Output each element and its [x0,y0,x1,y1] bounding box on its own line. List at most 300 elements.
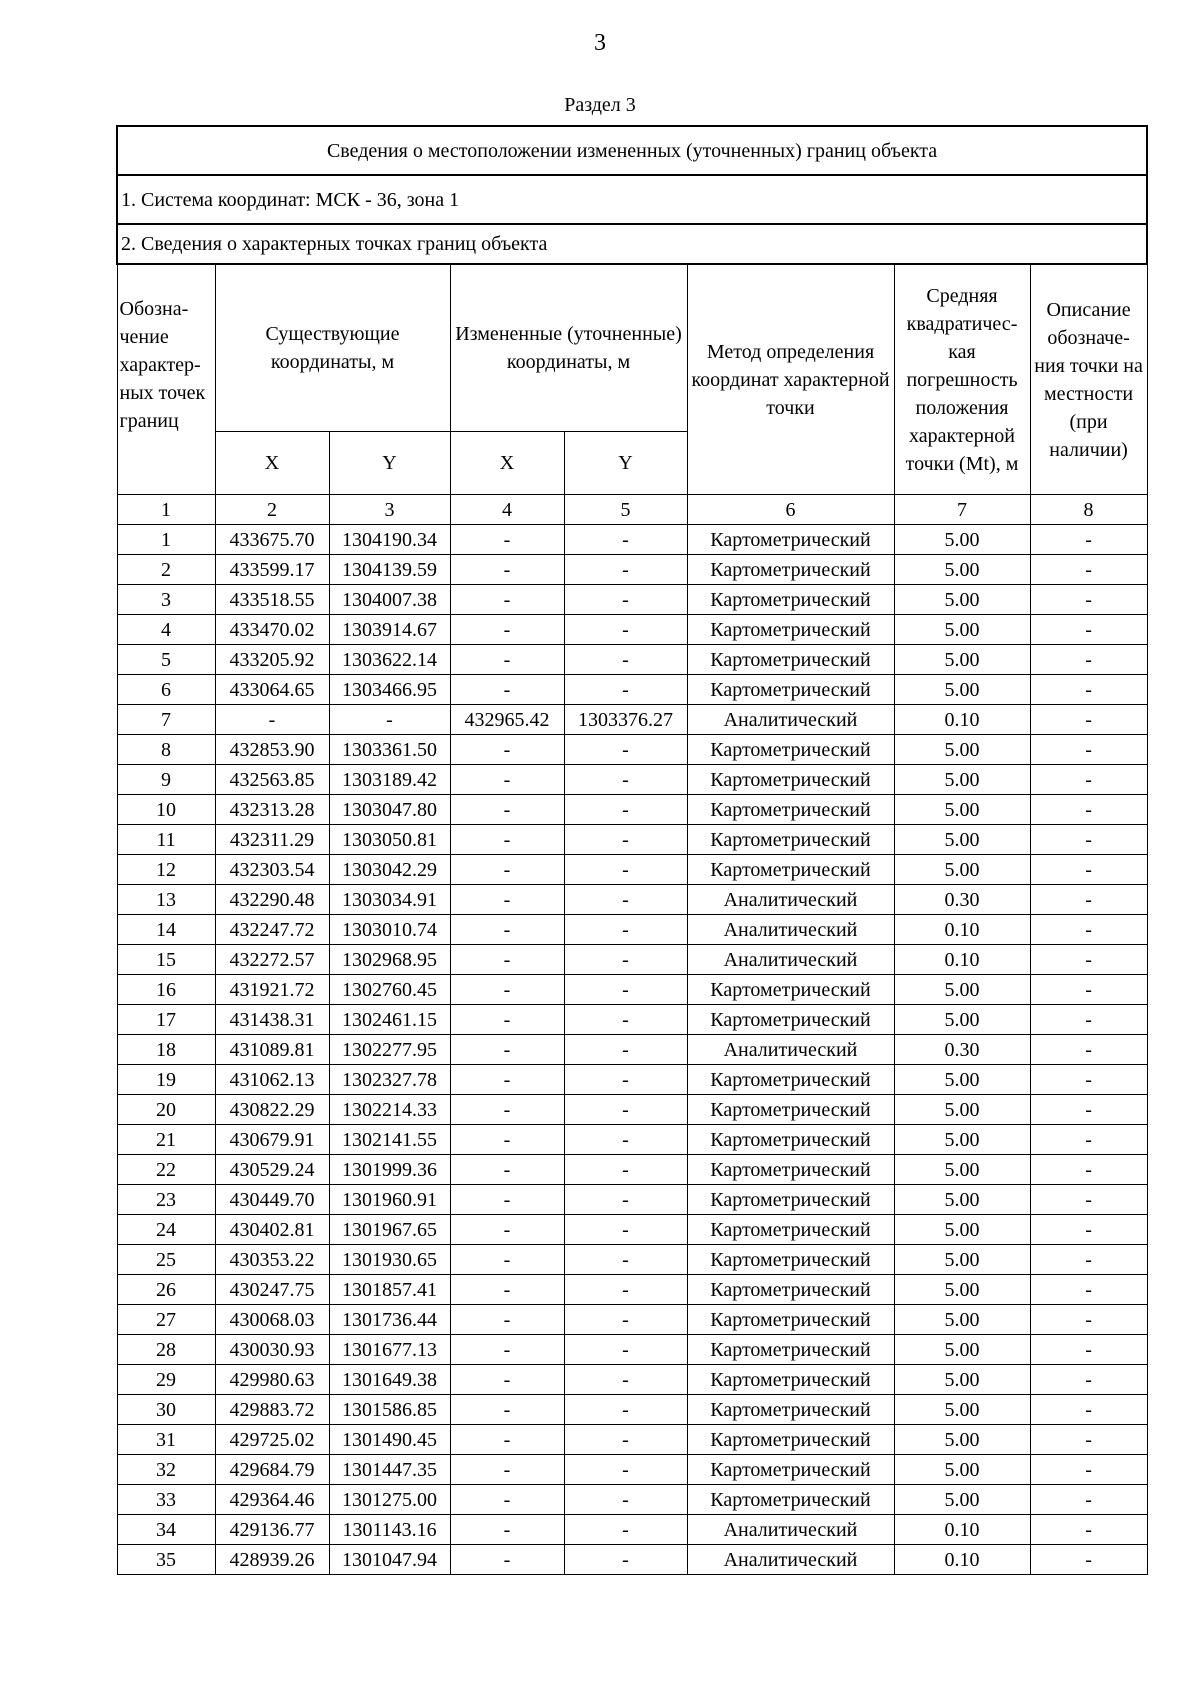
changed-y-cell: - [564,1305,687,1335]
method-cell: Картометрический [687,1425,894,1455]
changed-y-cell: - [564,1275,687,1305]
column-number: 2 [215,495,329,525]
error-cell: 5.00 [894,555,1030,585]
existing-y-cell: 1303914.67 [329,615,450,645]
changed-y-cell: - [564,585,687,615]
changed-x-cell: - [450,615,564,645]
table-row [117,1125,1147,1155]
changed-x-cell: - [450,1095,564,1125]
existing-x-cell: - [215,705,329,735]
changed-x-cell: - [450,1305,564,1335]
method-cell: Картометрический [687,855,894,885]
changed-x-cell: - [450,1395,564,1425]
method-cell: Картометрический [687,1155,894,1185]
table-row [117,645,1147,675]
existing-y-cell: - [329,705,450,735]
changed-y-cell: - [564,1245,687,1275]
changed-x-cell: - [450,1125,564,1155]
table-row [117,615,1147,645]
error-cell: 5.00 [894,1335,1030,1365]
table-row [117,1515,1147,1545]
error-cell: 5.00 [894,1065,1030,1095]
changed-x-cell: - [450,1065,564,1095]
existing-y-cell: 1303010.74 [329,915,450,945]
error-cell: 5.00 [894,975,1030,1005]
description-cell: - [1030,1095,1147,1125]
error-cell: 5.00 [894,675,1030,705]
changed-x-cell: - [450,555,564,585]
column-number: 1 [117,495,215,525]
description-cell: - [1030,1035,1147,1065]
description-cell: - [1030,915,1147,945]
changed-y-cell: 1303376.27 [564,705,687,735]
existing-y-cell: 1302461.15 [329,1005,450,1035]
changed-x-cell: - [450,825,564,855]
changed-y-cell: - [564,1425,687,1455]
point-number-cell: 16 [117,975,215,1005]
method-cell: Аналитический [687,885,894,915]
point-number-cell: 26 [117,1275,215,1305]
existing-x-cell: 429883.72 [215,1395,329,1425]
existing-y-cell: 1302760.45 [329,975,450,1005]
error-cell: 5.00 [894,1245,1030,1275]
changed-x-cell: - [450,1275,564,1305]
existing-y-cell: 1302141.55 [329,1125,450,1155]
method-cell: Картометрический [687,585,894,615]
error-cell: 5.00 [894,1365,1030,1395]
changed-x-cell: - [450,1005,564,1035]
existing-x-cell: 432303.54 [215,855,329,885]
changed-y-cell: - [564,1125,687,1155]
changed-x-cell: - [450,1455,564,1485]
changed-y-cell: - [564,855,687,885]
existing-y-cell: 1304190.34 [329,525,450,555]
method-cell: Аналитический [687,705,894,735]
changed-y-cell: - [564,1035,687,1065]
point-number-cell: 12 [117,855,215,885]
description-cell: - [1030,1515,1147,1545]
point-number-cell: 23 [117,1185,215,1215]
existing-x-cell: 431062.13 [215,1065,329,1095]
description-cell: - [1030,1005,1147,1035]
point-number-cell: 18 [117,1035,215,1065]
table-row [117,795,1147,825]
header-changed-x: X [450,432,564,495]
method-cell: Аналитический [687,915,894,945]
coordinates-table [116,125,1148,1575]
point-number-cell: 8 [117,735,215,765]
table-title: Сведения о местоположении измененных (уточненных) границ объекта [117,126,1147,175]
point-number-cell: 10 [117,795,215,825]
error-cell: 5.00 [894,1095,1030,1125]
table-row [117,915,1147,945]
changed-x-cell: 432965.42 [450,705,564,735]
changed-x-cell: - [450,765,564,795]
changed-y-cell: - [564,1095,687,1125]
existing-y-cell: 1301857.41 [329,1275,450,1305]
existing-y-cell: 1301447.35 [329,1455,450,1485]
existing-y-cell: 1303361.50 [329,735,450,765]
description-cell: - [1030,1545,1147,1575]
changed-y-cell: - [564,555,687,585]
description-cell: - [1030,1065,1147,1095]
table-row [117,675,1147,705]
method-cell: Картометрический [687,1245,894,1275]
point-number-cell: 28 [117,1335,215,1365]
table-row [117,1005,1147,1035]
header-existing-y: Y [329,432,450,495]
changed-y-cell: - [564,1215,687,1245]
existing-x-cell: 433470.02 [215,615,329,645]
table-row [117,855,1147,885]
point-number-cell: 27 [117,1305,215,1335]
existing-y-cell: 1301047.94 [329,1545,450,1575]
existing-y-cell: 1303034.91 [329,885,450,915]
method-cell: Картометрический [687,735,894,765]
description-cell: - [1030,615,1147,645]
changed-y-cell: - [564,1005,687,1035]
point-number-cell: 5 [117,645,215,675]
point-number-cell: 17 [117,1005,215,1035]
description-cell: - [1030,525,1147,555]
point-number-cell: 7 [117,705,215,735]
point-number-cell: 31 [117,1425,215,1455]
table-row [117,1455,1147,1485]
description-cell: - [1030,825,1147,855]
points-info-heading: 2. Сведения о характерных точках границ объекта [117,224,1147,264]
table-row [117,945,1147,975]
table-row [117,735,1147,765]
existing-x-cell: 430068.03 [215,1305,329,1335]
table-row [117,1275,1147,1305]
error-cell: 5.00 [894,1125,1030,1155]
method-cell: Картометрический [687,675,894,705]
error-cell: 5.00 [894,1185,1030,1215]
method-cell: Аналитический [687,1035,894,1065]
description-cell: - [1030,705,1147,735]
existing-y-cell: 1303047.80 [329,795,450,825]
method-cell: Картометрический [687,1125,894,1155]
existing-x-cell: 432290.48 [215,885,329,915]
point-number-cell: 22 [117,1155,215,1185]
description-cell: - [1030,1155,1147,1185]
error-cell: 0.30 [894,1035,1030,1065]
changed-y-cell: - [564,885,687,915]
changed-x-cell: - [450,1365,564,1395]
existing-x-cell: 430822.29 [215,1095,329,1125]
point-number-cell: 11 [117,825,215,855]
existing-y-cell: 1301960.91 [329,1185,450,1215]
description-cell: - [1030,1305,1147,1335]
table-row [117,1035,1147,1065]
point-number-cell: 21 [117,1125,215,1155]
changed-y-cell: - [564,735,687,765]
existing-y-cell: 1303042.29 [329,855,450,885]
changed-x-cell: - [450,975,564,1005]
changed-x-cell: - [450,525,564,555]
existing-x-cell: 432563.85 [215,765,329,795]
method-cell: Картометрический [687,1185,894,1215]
method-cell: Аналитический [687,1515,894,1545]
description-cell: - [1030,555,1147,585]
changed-y-cell: - [564,1455,687,1485]
existing-x-cell: 429725.02 [215,1425,329,1455]
existing-y-cell: 1304139.59 [329,555,450,585]
error-cell: 5.00 [894,1005,1030,1035]
method-cell: Картометрический [687,765,894,795]
method-cell: Картометрический [687,615,894,645]
point-number-cell: 30 [117,1395,215,1425]
point-number-cell: 20 [117,1095,215,1125]
existing-y-cell: 1302214.33 [329,1095,450,1125]
error-cell: 5.00 [894,855,1030,885]
header-existing-coordinates: Существующие координаты, м [215,264,450,432]
changed-y-cell: - [564,645,687,675]
description-cell: - [1030,645,1147,675]
point-number-cell: 15 [117,945,215,975]
error-cell: 5.00 [894,645,1030,675]
table-row [117,1245,1147,1275]
description-cell: - [1030,1455,1147,1485]
existing-x-cell: 429364.46 [215,1485,329,1515]
error-cell: 5.00 [894,525,1030,555]
changed-y-cell: - [564,825,687,855]
existing-x-cell: 430030.93 [215,1335,329,1365]
existing-x-cell: 428939.26 [215,1545,329,1575]
method-cell: Картометрический [687,825,894,855]
table-row [117,765,1147,795]
method-cell: Картометрический [687,1335,894,1365]
description-cell: - [1030,1485,1147,1515]
existing-y-cell: 1301736.44 [329,1305,450,1335]
changed-y-cell: - [564,1395,687,1425]
method-cell: Картометрический [687,1215,894,1245]
point-number-cell: 14 [117,915,215,945]
error-cell: 5.00 [894,585,1030,615]
existing-y-cell: 1301930.65 [329,1245,450,1275]
description-cell: - [1030,1365,1147,1395]
existing-y-cell: 1303466.95 [329,675,450,705]
changed-x-cell: - [450,1425,564,1455]
existing-x-cell: 429684.79 [215,1455,329,1485]
error-cell: 5.00 [894,825,1030,855]
column-number: 7 [894,495,1030,525]
section-title: Раздел 3 [564,94,636,116]
header-description: Описание обозначе- ния точки на местности (при наличии) [1030,264,1147,495]
changed-x-cell: - [450,1335,564,1365]
table-row [117,555,1147,585]
table-row [117,1185,1147,1215]
column-number: 6 [687,495,894,525]
changed-x-cell: - [450,915,564,945]
changed-x-cell: - [450,1035,564,1065]
description-cell: - [1030,1335,1147,1365]
header-point-designation: Обозна- чение характер- ных точек границ [117,264,215,495]
existing-x-cell: 430247.75 [215,1275,329,1305]
error-cell: 5.00 [894,1455,1030,1485]
error-cell: 5.00 [894,735,1030,765]
method-cell: Картометрический [687,555,894,585]
description-cell: - [1030,885,1147,915]
description-cell: - [1030,795,1147,825]
existing-x-cell: 431438.31 [215,1005,329,1035]
error-cell: 0.10 [894,915,1030,945]
existing-y-cell: 1304007.38 [329,585,450,615]
existing-x-cell: 430353.22 [215,1245,329,1275]
description-cell: - [1030,1125,1147,1155]
changed-y-cell: - [564,915,687,945]
error-cell: 5.00 [894,1305,1030,1335]
existing-x-cell: 432313.28 [215,795,329,825]
description-cell: - [1030,735,1147,765]
error-cell: 0.10 [894,1515,1030,1545]
changed-x-cell: - [450,645,564,675]
method-cell: Картометрический [687,1365,894,1395]
changed-y-cell: - [564,945,687,975]
column-number: 5 [564,495,687,525]
description-cell: - [1030,945,1147,975]
table-row [117,1095,1147,1125]
existing-y-cell: 1301967.65 [329,1215,450,1245]
description-cell: - [1030,855,1147,885]
changed-x-cell: - [450,1185,564,1215]
error-cell: 5.00 [894,1425,1030,1455]
changed-y-cell: - [564,1335,687,1365]
existing-x-cell: 430402.81 [215,1215,329,1245]
method-cell: Картометрический [687,645,894,675]
header-existing-x: X [215,432,329,495]
error-cell: 5.00 [894,1485,1030,1515]
header-method: Метод определения координат характерной точки [687,264,894,495]
existing-y-cell: 1301649.38 [329,1365,450,1395]
existing-x-cell: 433599.17 [215,555,329,585]
changed-y-cell: - [564,1155,687,1185]
changed-x-cell: - [450,945,564,975]
coordinate-system: 1. Система координат: МСК - 36, зона 1 [117,175,1147,224]
existing-x-cell: 433518.55 [215,585,329,615]
changed-y-cell: - [564,1365,687,1395]
existing-x-cell: 433064.65 [215,675,329,705]
existing-x-cell: 430679.91 [215,1125,329,1155]
changed-x-cell: - [450,1515,564,1545]
error-cell: 5.00 [894,615,1030,645]
changed-x-cell: - [450,585,564,615]
changed-y-cell: - [564,1485,687,1515]
existing-x-cell: 433675.70 [215,525,329,555]
changed-x-cell: - [450,1215,564,1245]
table-row [117,975,1147,1005]
point-number-cell: 33 [117,1485,215,1515]
existing-x-cell: 430529.24 [215,1155,329,1185]
point-number-cell: 1 [117,525,215,555]
existing-y-cell: 1302968.95 [329,945,450,975]
changed-y-cell: - [564,975,687,1005]
point-number-cell: 19 [117,1065,215,1095]
method-cell: Картометрический [687,525,894,555]
point-number-cell: 34 [117,1515,215,1545]
point-number-cell: 24 [117,1215,215,1245]
table-row [117,1395,1147,1425]
existing-x-cell: 432853.90 [215,735,329,765]
method-cell: Картометрический [687,1065,894,1095]
point-number-cell: 25 [117,1245,215,1275]
existing-y-cell: 1303622.14 [329,645,450,675]
column-number: 4 [450,495,564,525]
changed-x-cell: - [450,1545,564,1575]
error-cell: 5.00 [894,1215,1030,1245]
description-cell: - [1030,1215,1147,1245]
changed-y-cell: - [564,615,687,645]
table-row [117,1155,1147,1185]
table-row [117,1215,1147,1245]
description-cell: - [1030,1185,1147,1215]
point-number-cell: 13 [117,885,215,915]
error-cell: 5.00 [894,1395,1030,1425]
existing-y-cell: 1302277.95 [329,1035,450,1065]
description-cell: - [1030,585,1147,615]
error-cell: 5.00 [894,1275,1030,1305]
changed-y-cell: - [564,675,687,705]
description-cell: - [1030,975,1147,1005]
table-row [117,525,1147,555]
description-cell: - [1030,675,1147,705]
method-cell: Картометрический [687,1275,894,1305]
existing-y-cell: 1302327.78 [329,1065,450,1095]
changed-y-cell: - [564,525,687,555]
error-cell: 5.00 [894,765,1030,795]
existing-y-cell: 1301275.00 [329,1485,450,1515]
method-cell: Картометрический [687,975,894,1005]
changed-x-cell: - [450,1155,564,1185]
table-row [117,1335,1147,1365]
point-number-cell: 6 [117,675,215,705]
point-number-cell: 32 [117,1455,215,1485]
description-cell: - [1030,1395,1147,1425]
description-cell: - [1030,1245,1147,1275]
changed-x-cell: - [450,735,564,765]
table-row [117,1485,1147,1515]
point-number-cell: 3 [117,585,215,615]
header-changed-coordinates: Измененные (уточненные) координаты, м [450,264,687,432]
page-number: 3 [594,30,606,56]
existing-x-cell: 431921.72 [215,975,329,1005]
existing-y-cell: 1303050.81 [329,825,450,855]
table-row [117,1305,1147,1335]
existing-y-cell: 1301999.36 [329,1155,450,1185]
table-row [117,585,1147,615]
changed-x-cell: - [450,855,564,885]
method-cell: Картометрический [687,795,894,825]
changed-x-cell: - [450,885,564,915]
header-error: Средняя квадратичес- кая погрешность положения характерной точки (Mt), м [894,264,1030,495]
changed-y-cell: - [564,795,687,825]
changed-x-cell: - [450,1245,564,1275]
existing-y-cell: 1301586.85 [329,1395,450,1425]
existing-y-cell: 1301143.16 [329,1515,450,1545]
existing-x-cell: 432272.57 [215,945,329,975]
existing-x-cell: 429980.63 [215,1365,329,1395]
method-cell: Картометрический [687,1485,894,1515]
existing-x-cell: 429136.77 [215,1515,329,1545]
error-cell: 5.00 [894,1155,1030,1185]
column-number: 3 [329,495,450,525]
header-changed-y: Y [564,432,687,495]
method-cell: Картометрический [687,1005,894,1035]
description-cell: - [1030,1275,1147,1305]
changed-y-cell: - [564,1185,687,1215]
point-number-cell: 9 [117,765,215,795]
changed-y-cell: - [564,1065,687,1095]
